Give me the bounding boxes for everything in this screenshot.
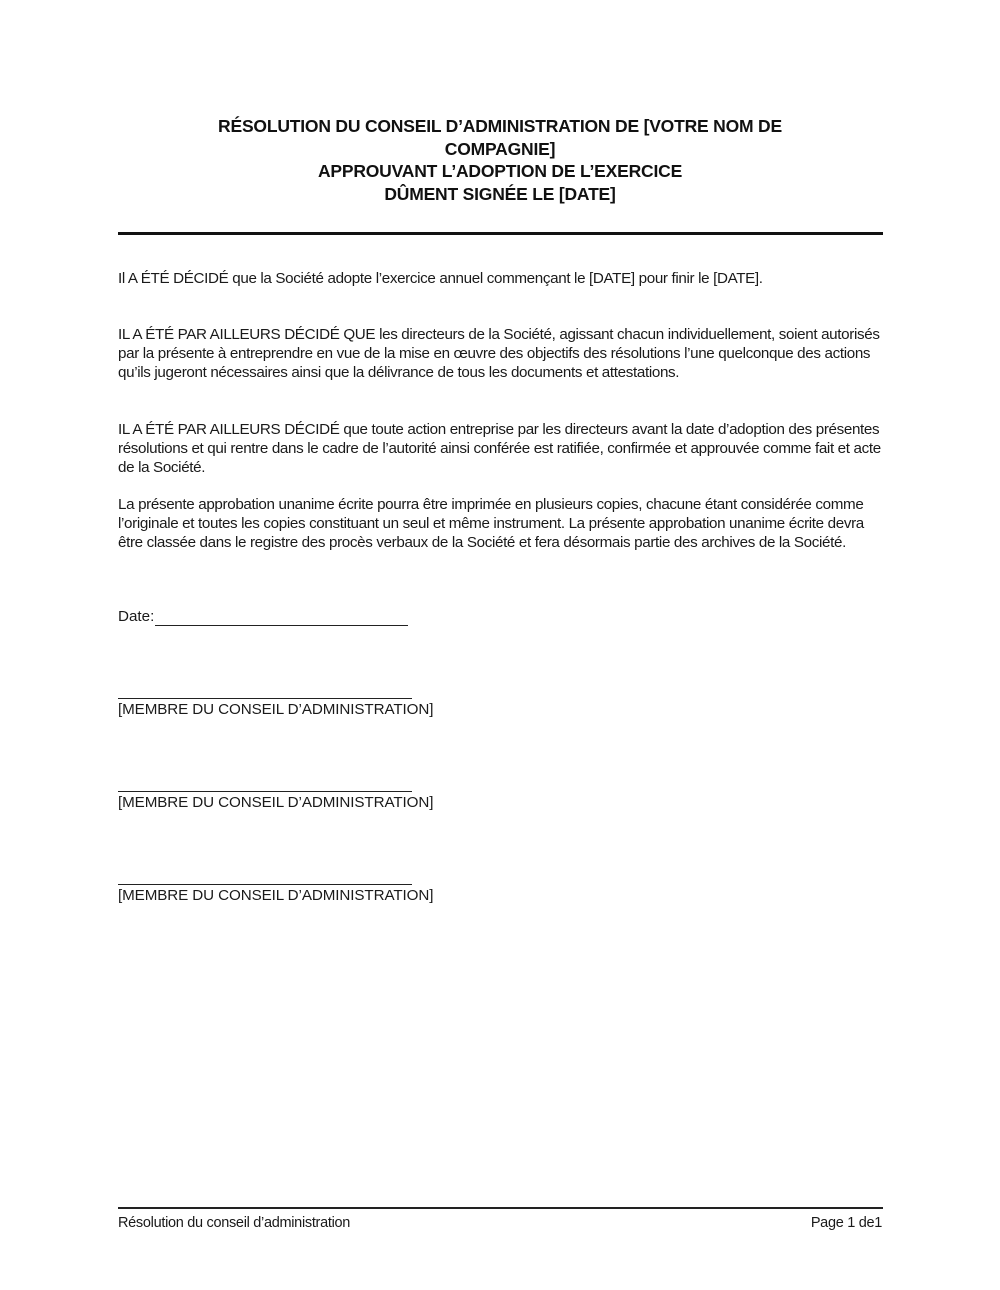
footer-divider (118, 1207, 883, 1209)
footer-document-name: Résolution du conseil d’administration (118, 1215, 351, 1231)
signature-label: [MEMBRE DU CONSEIL D’ADMINISTRATION] (118, 887, 434, 904)
resolution-paragraph-1: Il A ÉTÉ DÉCIDÉ que la Société adopte l’exercice annuel commençant le [DATE] pour finir le [DATE]. (118, 270, 763, 287)
title-line: APPROUVANT L’ADOPTION DE L’EXERCICE (317, 161, 683, 181)
title-line: DÛMENT SIGNÉE LE [DATE] (384, 183, 616, 204)
signature-label: [MEMBRE DU CONSEIL D’ADMINISTRATION] (118, 701, 434, 718)
title-line: COMPAGNIE] (444, 138, 556, 159)
footer-page-number: Page 1 de1 (810, 1215, 882, 1231)
signature-block-2 (118, 791, 433, 812)
signature-line (118, 884, 412, 885)
document-title (118, 115, 882, 205)
title-line: RÉSOLUTION DU CONSEIL D’ADMINISTRATION DE [VOTRE NOM DE (218, 116, 782, 136)
signature-label: [MEMBRE DU CONSEIL D’ADMINISTRATION] (118, 794, 434, 811)
resolution-paragraph-2: IL A ÉTÉ PAR AILLEURS DÉCIDÉ QUE les directeurs de la Société, agissant chacun individuellement, soient autorisés par la présente à entreprendre en vue de la mise en œuvre des objectifs des résolutions l’une quelconque des actions qu’ils jugeront nécessaires ainsi que la délivrance de tous les documents et attestations. (118, 326, 880, 381)
signature-line (118, 698, 412, 699)
date-field (118, 607, 408, 626)
title-divider (118, 232, 883, 235)
date-label: Date: (118, 608, 155, 625)
date-blank-line (155, 610, 408, 626)
signature-line (118, 791, 412, 792)
signature-block-3 (118, 884, 433, 905)
resolution-paragraph-4: La présente approbation unanime écrite pourra être imprimée en plusieurs copies, chacune étant considérée comme l’originale et toutes les copies constituant un seul et même instrument. La présente approbation unanime écrite devra être classée dans le registre des procès verbaux de la Société et fera désormais partie des archives de la Société. (118, 496, 864, 551)
resolution-paragraph-3: IL A ÉTÉ PAR AILLEURS DÉCIDÉ que toute action entreprise par les directeurs avant la date d’adoption des présentes résolutions et qui rentre dans le cadre de l’autorité ainsi conférée est ratifiée, confirmée et approuvée comme fait et acte de la Société. (118, 421, 881, 476)
signature-block-1 (118, 698, 433, 719)
